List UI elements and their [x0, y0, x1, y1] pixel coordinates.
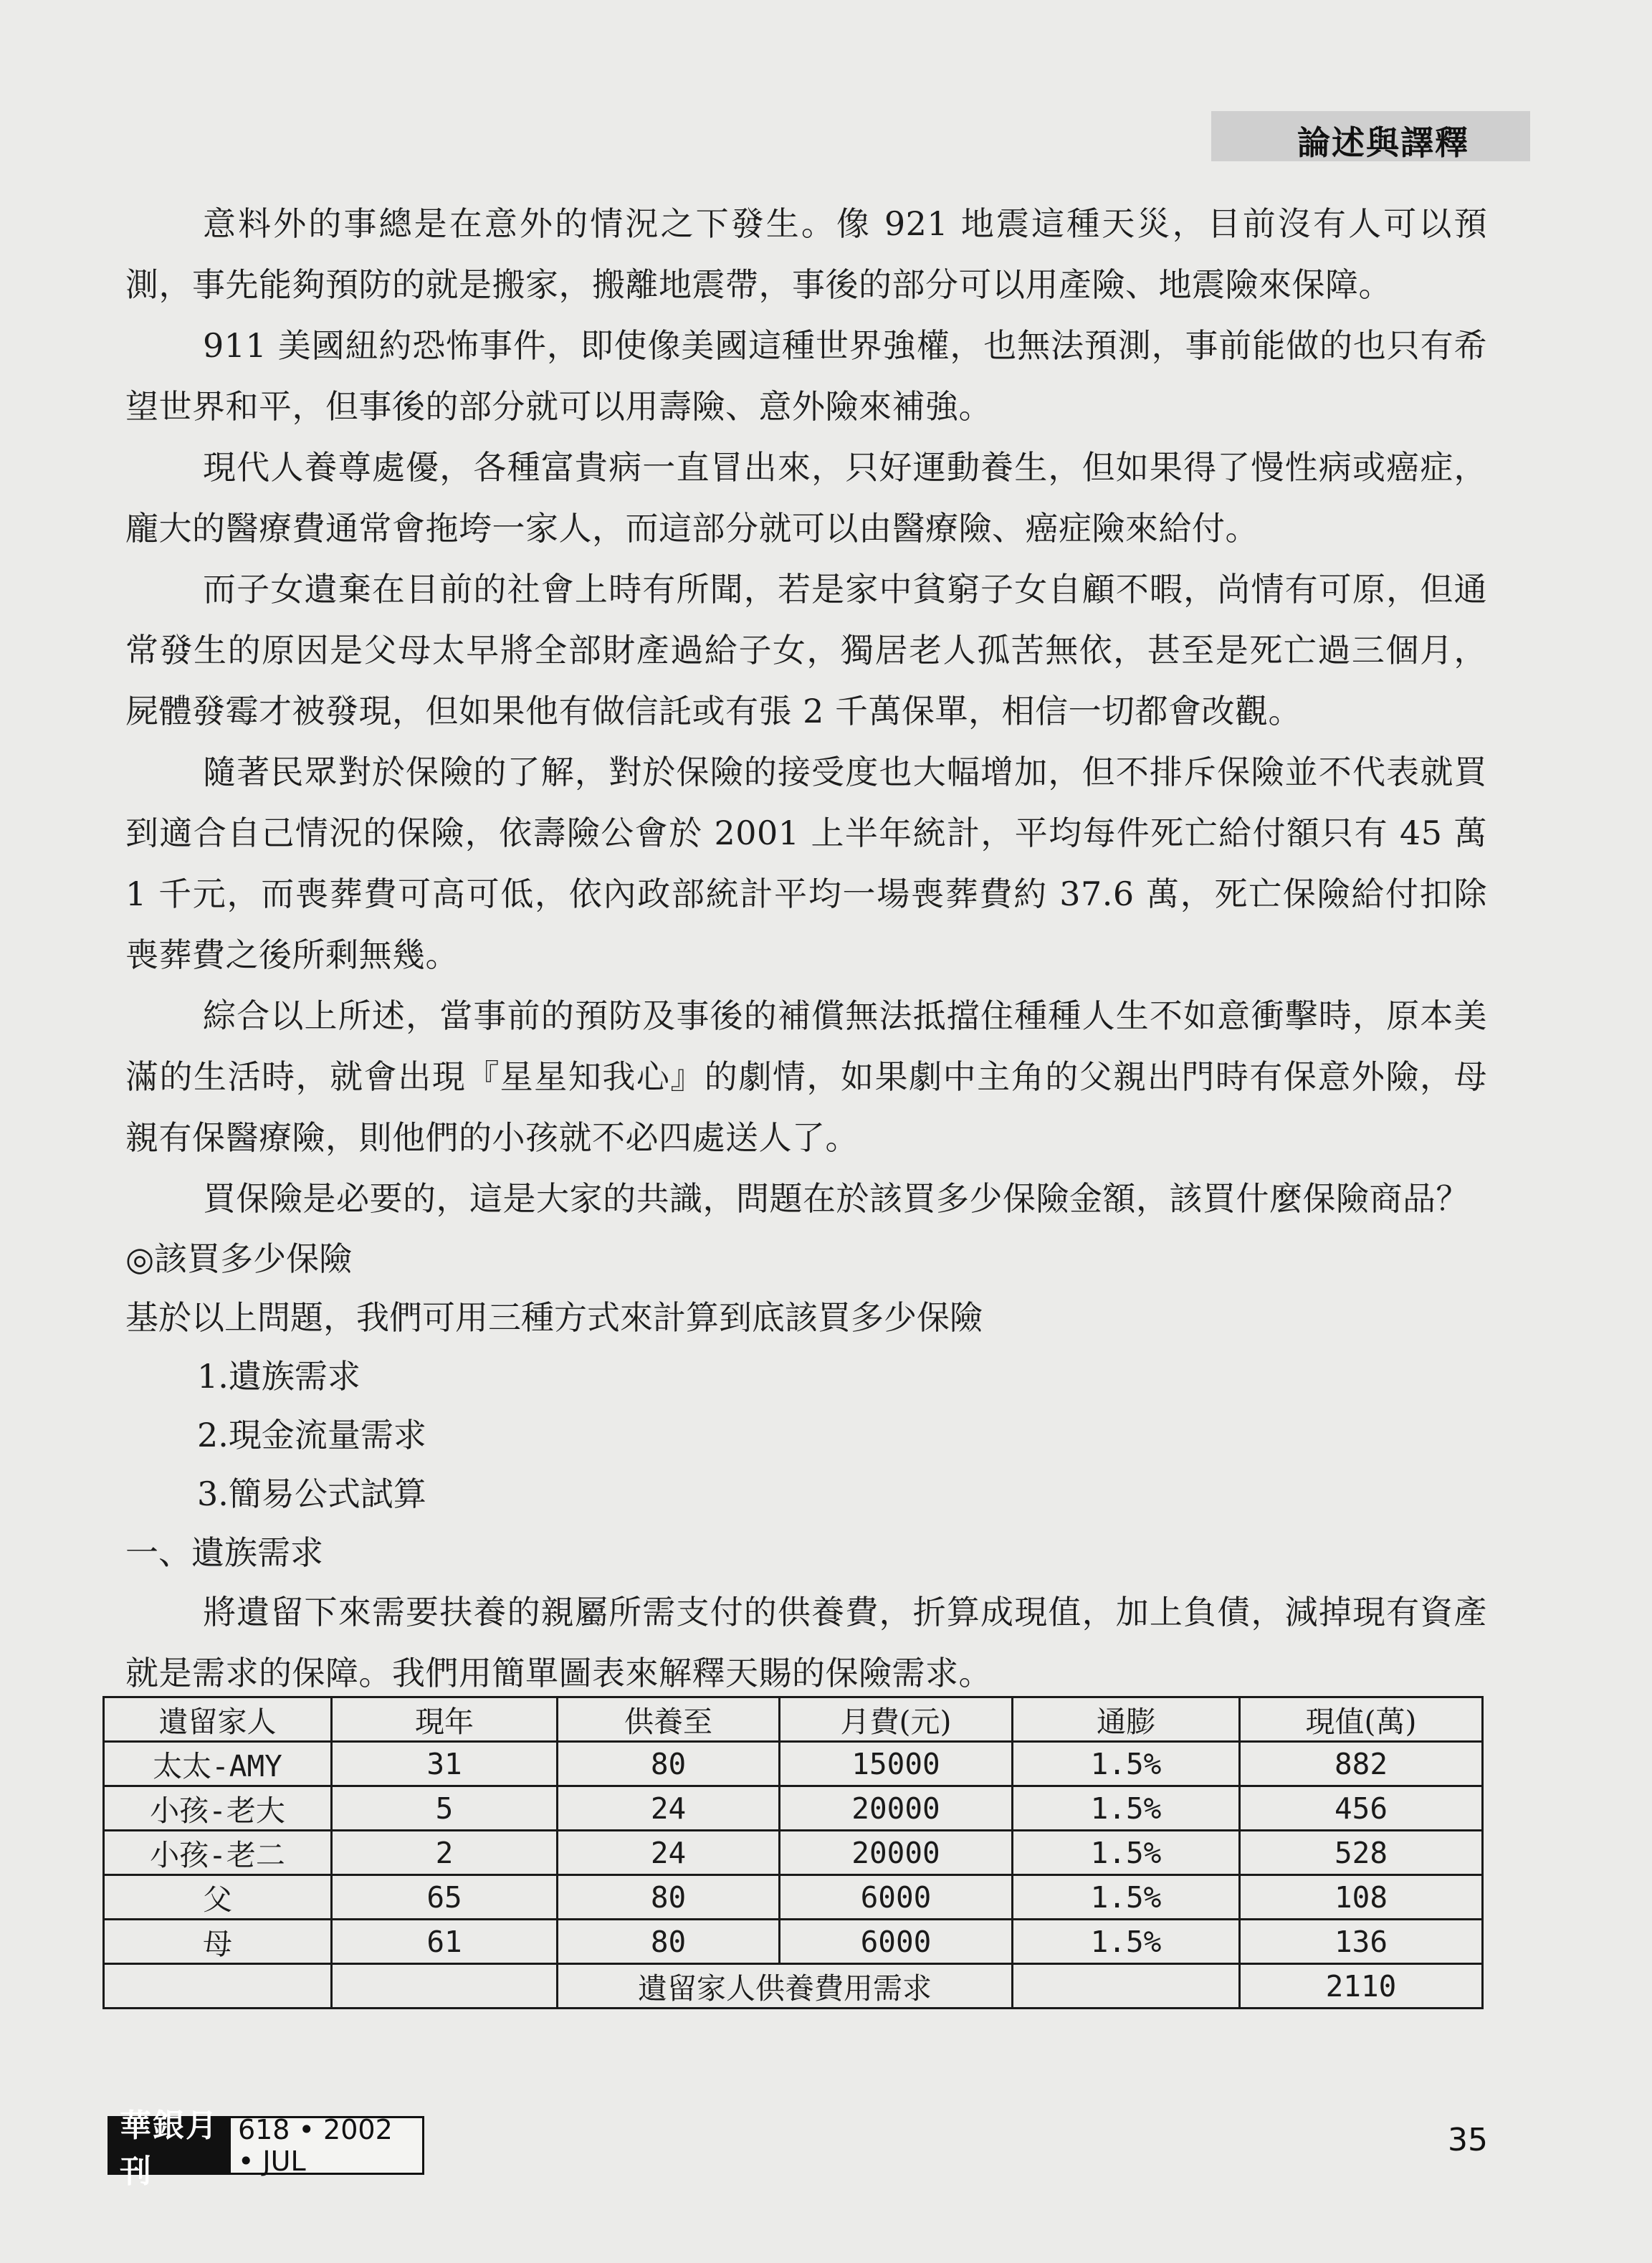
table-cell: 80 [558, 1920, 780, 1964]
page-number: 35 [1448, 2122, 1488, 2158]
paragraph-2: 911 美國紐約恐怖事件，即使像美國這種世界強權，也無法預測，事前能做的也只有希望世界和平，但事後的部分就可以用壽險、意外險來補強。 [125, 326, 1487, 426]
column-header: 現值(萬) [1240, 1697, 1483, 1742]
section-one-heading: 一、遺族需求 [125, 1533, 323, 1572]
column-header: 月費(元) [780, 1697, 1013, 1742]
table-cell: 1.5% [1013, 1742, 1240, 1786]
total-label: 遺留家人供養費用需求 [558, 1964, 1013, 2009]
table-cell: 2 [332, 1831, 558, 1875]
table-cell: 太太-AMY [104, 1742, 332, 1786]
table-cell: 小孩-老二 [104, 1831, 332, 1875]
table-cell: 20000 [780, 1786, 1013, 1831]
table-row [104, 1831, 1483, 1875]
table-cell: 15000 [780, 1742, 1013, 1786]
table-cell: 65 [332, 1875, 558, 1920]
table-cell: 1.5% [1013, 1831, 1240, 1875]
table-cell: 456 [1240, 1786, 1483, 1831]
empty-cell [332, 1964, 558, 2009]
column-header: 通膨 [1013, 1697, 1240, 1742]
paragraph-4: 而子女遺棄在目前的社會上時有所聞，若是家中貧窮子女自顧不暇，尚情有可原，但通常發生的原因是父母太早將全部財產過給子女，獨居老人孤苦無依，甚至是死亡過三個月，屍體發霉才被發現，但如果他有做信託或有張 2 千萬保單，相信一切都會改觀。 [125, 570, 1487, 730]
issue-info: 618 • 2002 • JUL [237, 2114, 393, 2177]
table-cell: 108 [1240, 1875, 1483, 1920]
table-row [104, 1875, 1483, 1920]
section-tab [1211, 111, 1530, 161]
table-cell: 80 [558, 1742, 780, 1786]
section-one-body: 將遺留下來需要扶養的親屬所需支付的供養費，折算成現值，加上負債，減掉現有資產就是需求的保障。我們用簡單圖表來解釋天賜的保險需求。 [125, 1593, 1487, 1692]
column-header: 遺留家人 [104, 1697, 332, 1742]
table-cell: 136 [1240, 1920, 1483, 1964]
total-value: 2110 [1240, 1964, 1483, 2009]
table-total-row [104, 1964, 1483, 2009]
method-item-1: 1.遺族需求 [197, 1357, 361, 1396]
table-cell: 6000 [780, 1920, 1013, 1964]
column-header: 現年 [332, 1697, 558, 1742]
how-much-heading: ◎該買多少保險 [125, 1239, 353, 1278]
table-cell: 1.5% [1013, 1875, 1240, 1920]
table-cell: 528 [1240, 1831, 1483, 1875]
table-cell: 5 [332, 1786, 558, 1831]
column-header: 供養至 [558, 1697, 780, 1742]
table-cell: 6000 [780, 1875, 1013, 1920]
how-much-intro: 基於以上問題，我們可用三種方式來計算到底該買多少保險 [125, 1298, 983, 1337]
empty-cell [104, 1964, 332, 2009]
paragraph-3: 現代人養尊處優，各種富貴病一直冒出來，只好運動養生，但如果得了慢性病或癌症，龐大的醫療費通常會拖垮一家人，而這部分就可以由醫療險、癌症險來給付。 [125, 448, 1487, 548]
table-row [104, 1786, 1483, 1831]
table-cell: 20000 [780, 1831, 1013, 1875]
table-cell: 882 [1240, 1742, 1483, 1786]
table-row [104, 1920, 1483, 1964]
method-item-2: 2.現金流量需求 [197, 1416, 426, 1454]
table-header-row [104, 1697, 1483, 1742]
empty-cell [1013, 1964, 1240, 2009]
table-cell: 24 [558, 1786, 780, 1831]
magazine-footer-badge [108, 2107, 424, 2190]
article-body [125, 194, 1487, 1704]
paragraph-5: 隨著民眾對於保險的了解，對於保險的接受度也大幅增加，但不排斥保險並不代表就買到適合自己情況的保險，依壽險公會於 2001 上半年統計，平均每件死亡給付額只有 45 萬 1 千元，而喪葬費可高可低，依內政部統計平均一場喪葬費約 37.6 萬，死亡保險給付扣除喪葬費之後所剩無幾。 [125, 753, 1487, 974]
paragraph-7: 買保險是必要的，這是大家的共識，問題在於該買多少保險金額，該買什麼保險商品？ [203, 1179, 1469, 1218]
table-cell: 小孩-老大 [104, 1786, 332, 1831]
table-row [104, 1742, 1483, 1786]
family-need-table [102, 1696, 1484, 2009]
table-cell: 61 [332, 1920, 558, 1964]
section-title: 論述與譯釋 [1297, 123, 1469, 162]
table-cell: 31 [332, 1742, 558, 1786]
table-cell: 父 [104, 1875, 332, 1920]
table-cell: 1.5% [1013, 1920, 1240, 1964]
magazine-title: 華銀月刊 [110, 2118, 231, 2173]
table-cell: 1.5% [1013, 1786, 1240, 1831]
paragraph-1: 意料外的事總是在意外的情況之下發生。像 921 地震這種天災，目前沒有人可以預測，事先能夠預防的就是搬家，搬離地震帶，事後的部分可以用產險、地震險來保障。 [125, 204, 1487, 304]
table-cell: 80 [558, 1875, 780, 1920]
method-item-3: 3.簡易公式試算 [197, 1474, 426, 1513]
table-cell: 母 [104, 1920, 332, 1964]
paragraph-6: 綜合以上所述，當事前的預防及事後的補償無法抵擋住種種人生不如意衝擊時，原本美滿的生活時，就會出現『星星知我心』的劇情，如果劇中主角的父親出門時有保意外險，母親有保醫療險，則他們的小孩就不必四處送人了。 [125, 996, 1487, 1157]
table-cell: 24 [558, 1831, 780, 1875]
